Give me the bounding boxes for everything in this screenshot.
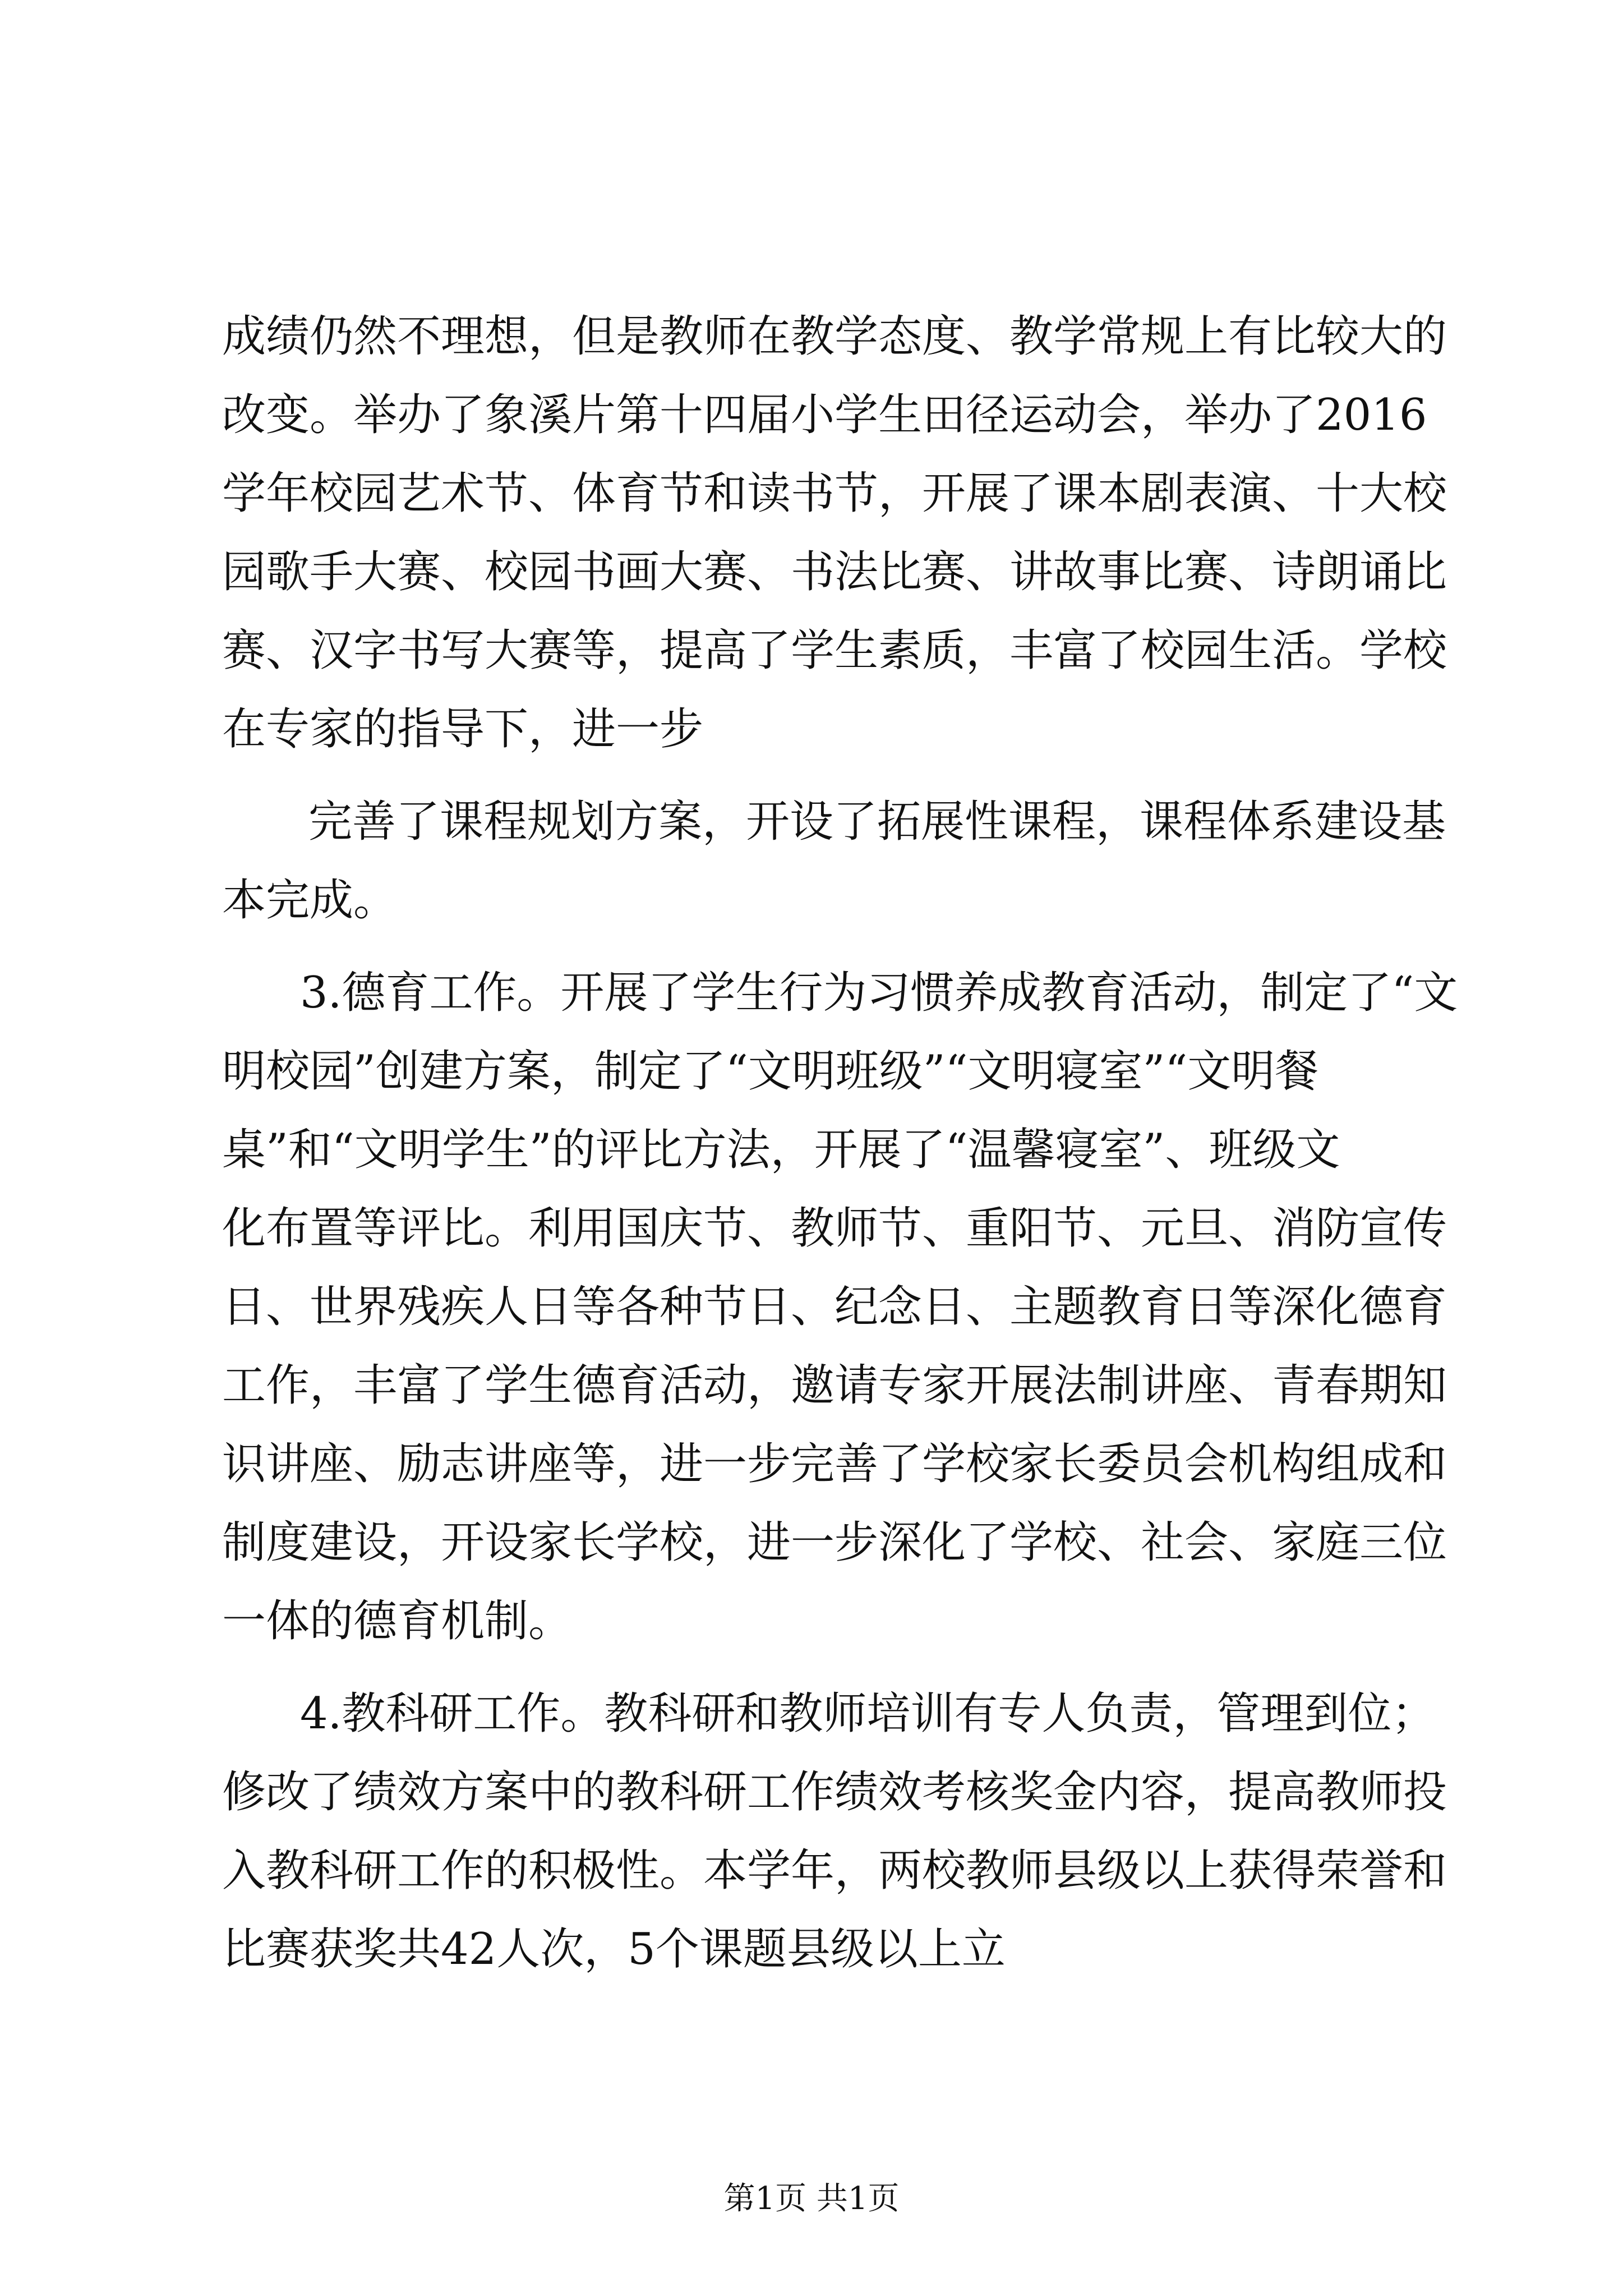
text-line: 3.德育工作。开展了学生行为习惯养成教育活动，制定了“文	[300, 968, 1458, 1018]
text-line: 赛、汉字书写大赛等，提高了学生素质，丰富了校园生活。学校	[222, 625, 1447, 676]
text-line: 园歌手大赛、校园书画大赛、书法比赛、讲故事比赛、诗朗诵比	[222, 547, 1447, 597]
text-line: 成绩仍然不理想，但是教师在教学态度、教学常规上有比较大的	[222, 311, 1447, 362]
text-line: 日、世界残疾人日等各种节日、纪念日、主题教育日等深化德育	[222, 1282, 1447, 1332]
text-line: 4.教科研工作。教科研和教师培训有专人负责，管理到位；	[300, 1688, 1436, 1739]
text-line: 入教科研工作的积极性。本学年，两校教师县级以上获得荣誉和	[222, 1846, 1447, 1896]
text-line: 修改了绩效方案中的教科研工作绩效考核奖金内容，提高教师投	[222, 1767, 1447, 1818]
text-line: 制度建设，开设家长学校，进一步深化了学校、社会、家庭三位	[222, 1517, 1447, 1568]
text-line: 识讲座、励志讲座等，进一步完善了学校家长委员会机构组成和	[222, 1439, 1447, 1489]
text-line: 桌”和“文明学生”的评比方法，开展了“温馨寝室”、班级文	[222, 1125, 1340, 1175]
text-line: 工作，丰富了学生德育活动，邀请专家开展法制讲座、青春期知	[222, 1360, 1447, 1411]
page-footer: 第1页 共1页	[723, 2180, 900, 2217]
text-line: 完善了课程规划方案，开设了拓展性课程，课程体系建设基	[308, 797, 1446, 847]
text-line: 化布置等评比。利用国庆节、教师节、重阳节、元旦、消防宣传	[222, 1203, 1447, 1254]
text-line: 学年校园艺术节、体育节和读书节，开展了课本剧表演、十大校	[222, 468, 1447, 519]
text-line: 明校园”创建方案，制定了“文明班级”“文明寝室”“文明餐	[222, 1046, 1319, 1097]
text-line: 改变。举办了象溪片第十四届小学生田径运动会，举办了2016	[222, 390, 1427, 440]
text-line: 比赛获奖共42人次，5个课题县级以上立	[222, 1924, 1006, 1975]
text-line: 一体的德育机制。	[222, 1596, 573, 1646]
text-line: 本完成。	[222, 875, 398, 926]
text-line: 在专家的指导下，进一步	[222, 704, 704, 754]
